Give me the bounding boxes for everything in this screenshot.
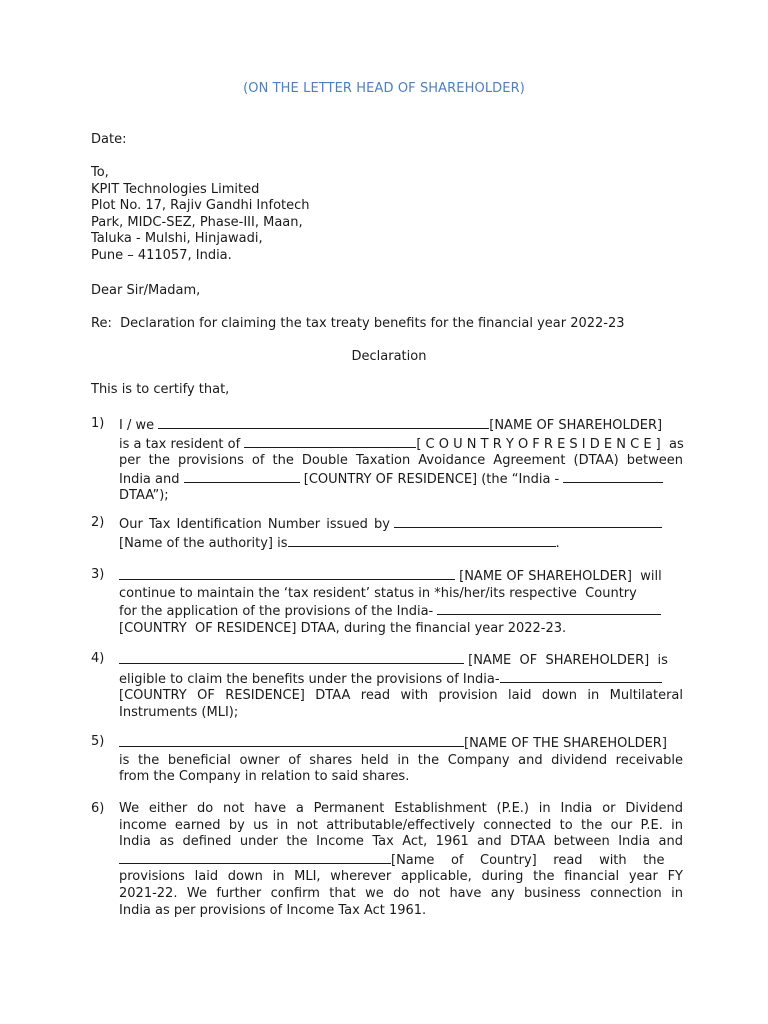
item-text: DTAA”);: [119, 488, 169, 504]
blank-line: [394, 515, 662, 528]
item-text: [Name of Country] read with the: [391, 852, 665, 868]
item-text: [Name of the authority] is: [119, 535, 288, 551]
address-line: Taluka - Mulshi, Hinjawadi,: [91, 231, 263, 247]
item-text: [ C O U N T R Y O F R E S I D E N C E ] as: [416, 436, 684, 452]
item-text: [NAME OF SHAREHOLDER]: [489, 418, 663, 433]
item-text: [COUNTRY OF RESIDENCE] DTAA read with provision laid down in Multilateral: [119, 688, 683, 704]
address-line: Park, MIDC-SEZ, Phase-III, Maan,: [91, 214, 303, 230]
item-text: I / we: [119, 418, 155, 433]
blank-line: [119, 651, 464, 664]
item-text: for the application of the provisions of the India-: [119, 604, 434, 620]
declaration-item-3: [119, 567, 683, 637]
address-line: Pune – 411057, India.: [91, 247, 232, 263]
item-number: 5): [91, 734, 105, 749]
item-text: [NAME OF SHAREHOLDER] is: [468, 653, 668, 668]
declaration-item-1: [119, 416, 683, 505]
subject-line: Re: Declaration for claiming the tax treaty benefits for the financial year 2022-23: [91, 316, 625, 331]
date-label: Date:: [91, 132, 127, 147]
blank-line: [119, 734, 464, 747]
declaration-item-5: [119, 734, 683, 786]
blank-line: [119, 851, 391, 864]
blank-line: [500, 670, 662, 683]
declaration-item-4: [119, 651, 683, 721]
item-text: [NAME OF THE SHAREHOLDER]: [464, 736, 667, 751]
item-text: continue to maintain the ‘tax resident’ status in *his/her/its respective Country: [119, 585, 637, 601]
blank-line: [244, 435, 416, 448]
item-text: provisions laid down in MLI, wherever applicable, during the financial year FY: [119, 869, 683, 885]
blank-line: [119, 567, 455, 580]
blank-line: [158, 416, 489, 429]
item-number: 4): [91, 651, 105, 666]
declaration-heading: Declaration: [351, 349, 427, 364]
item-text: 2021-22. We further confirm that we do not have any business connection in: [119, 885, 683, 901]
blank-line: [437, 602, 661, 615]
salutation: Dear Sir/Madam,: [91, 283, 201, 298]
item-number: 6): [91, 801, 105, 816]
item-text: eligible to claim the benefits under the provisions of India-: [119, 671, 500, 687]
item-text: India as per provisions of Income Tax Act 1961.: [119, 902, 427, 918]
address-line: To,: [91, 165, 109, 180]
address-line: Plot No. 17, Rajiv Gandhi Infotech: [91, 198, 310, 214]
blank-line: [288, 534, 556, 547]
item-number: 1): [91, 416, 105, 431]
item-text: We either do not have a Permanent Establishment (P.E.) in India or Dividend: [119, 801, 683, 816]
declaration-item-6: [119, 801, 683, 919]
item-text: is the beneficial owner of shares held in the Company and dividend receivable: [119, 752, 683, 768]
letterhead-note: (ON THE LETTER HEAD OF SHAREHOLDER): [243, 81, 525, 96]
item-text: per the provisions of the Double Taxation Avoidance Agreement (DTAA) between: [119, 453, 683, 469]
item-number: 2): [91, 515, 105, 530]
item-text: [NAME OF SHAREHOLDER] will: [459, 569, 662, 584]
item-text: Our Tax Identification Number issued by: [119, 517, 390, 532]
item-text: [COUNTRY OF RESIDENCE] DTAA, during the financial year 2022-23.: [119, 620, 567, 636]
item-text: Instruments (MLI);: [119, 704, 239, 720]
item-text: is a tax resident of: [119, 436, 241, 452]
item-text: India and: [119, 471, 180, 487]
item-text: India as defined under the Income Tax Act, 1961 and DTAA between India and: [119, 834, 683, 850]
blank-line: [184, 470, 300, 483]
item-text: income earned by us in not attributable/effectively connected to the our P.E. in: [119, 817, 683, 833]
declaration-item-2: [119, 515, 683, 552]
intro-text: This is to certify that,: [91, 382, 230, 397]
address-line: KPIT Technologies Limited: [91, 181, 260, 197]
item-number: 3): [91, 567, 105, 582]
item-text: from the Company in relation to said shares.: [119, 769, 410, 785]
item-text: [COUNTRY OF RESIDENCE] (the “India -: [303, 471, 560, 487]
blank-line: [563, 470, 663, 483]
recipient-address: [91, 165, 691, 265]
item-text: .: [555, 535, 560, 551]
